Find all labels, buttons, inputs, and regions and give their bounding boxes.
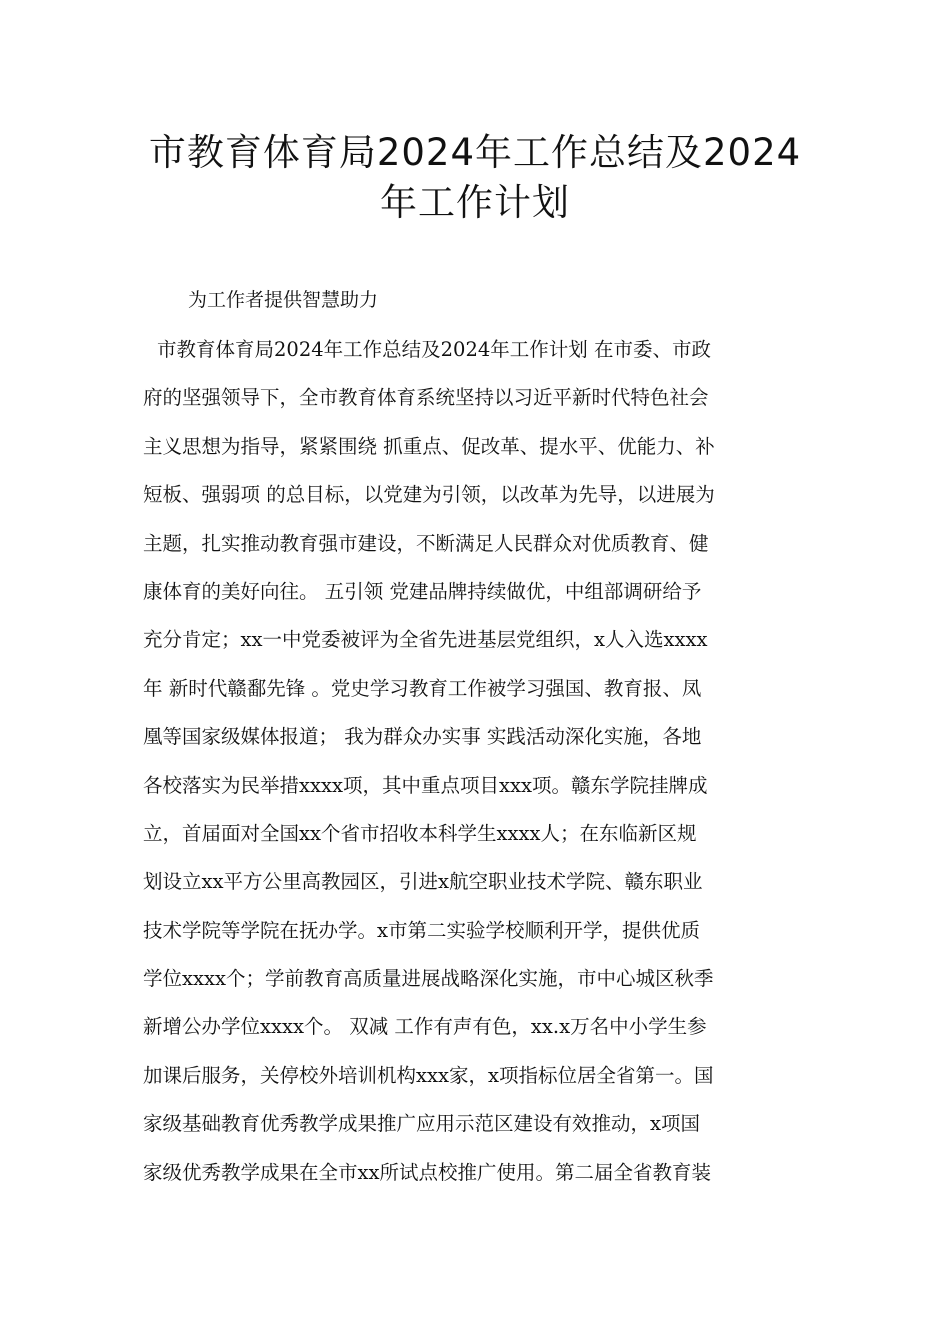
body-line: 家级优秀教学成果在全市xx所试点校推广使用。第二届全省教育装 [143, 1160, 711, 1184]
body-line: 各校落实为民举措xxxx项，其中重点项目xxx项。赣东学院挂牌成 [143, 773, 708, 797]
body-line: 学位xxxx个；学前教育高质量进展战略深化实施，市中心城区秋季 [143, 967, 714, 991]
body-line: 府的坚强领导下，全市教育体育系统坚持以习近平新时代特色社会 [143, 386, 709, 410]
title-line-1: 市教育体育局2024年工作总结及2024 [148, 131, 802, 174]
body-line: 主题，扎实推动教育强市建设，不断满足人民群众对优质教育、健 [143, 531, 709, 555]
body-line: 家级基础教育优秀教学成果推广应用示范区建设有效推动，x项国 [143, 1112, 700, 1136]
body-line: 康体育的美好向往。 五引领 党建品牌持续做优，中组部调研给予 [143, 579, 702, 603]
body-line: 立，首届面对全国xx个省市招收本科学生xxxx人；在东临新区规 [143, 821, 697, 845]
body-line: 年 新时代赣鄱先锋 。党史学习教育工作被学习强国、教育报、凤 [143, 676, 702, 700]
body-line: 短板、强弱项 的总目标，以党建为引领，以改革为先导，以进展为 [143, 483, 715, 507]
body-paragraph [143, 334, 811, 1205]
document-title [120, 128, 830, 228]
body-line: 划设立xx平方公里高教园区，引进x航空职业技术学院、赣东职业 [143, 870, 703, 894]
body-line: 加课后服务，关停校外培训机构xxx家，x项指标位居全省第一。国 [143, 1063, 714, 1087]
body-line: 技术学院等学院在抚办学。x市第二实验学校顺利开学，提供优质 [143, 918, 700, 942]
body-line: 主义思想为指导，紧紧围绕 抓重点、促改革、提水平、优能力、补 [143, 434, 715, 458]
body-line: 凰等国家级媒体报道； 我为群众办实事 实践活动深化实施，各地 [143, 725, 702, 749]
body-line: 新增公办学位xxxx个。 双减 工作有声有色，xx.x万名中小学生参 [143, 1015, 707, 1039]
title-line-2: 年工作计划 [380, 181, 570, 224]
body-line: 充分肯定；xx一中党委被评为全省先进基层党组织，x人入选xxxx [143, 628, 708, 652]
document-subtitle: 为工作者提供智慧助力 [188, 289, 379, 311]
body-line: 市教育体育局2024年工作总结及2024年工作计划 在市委、市政 [157, 338, 711, 361]
